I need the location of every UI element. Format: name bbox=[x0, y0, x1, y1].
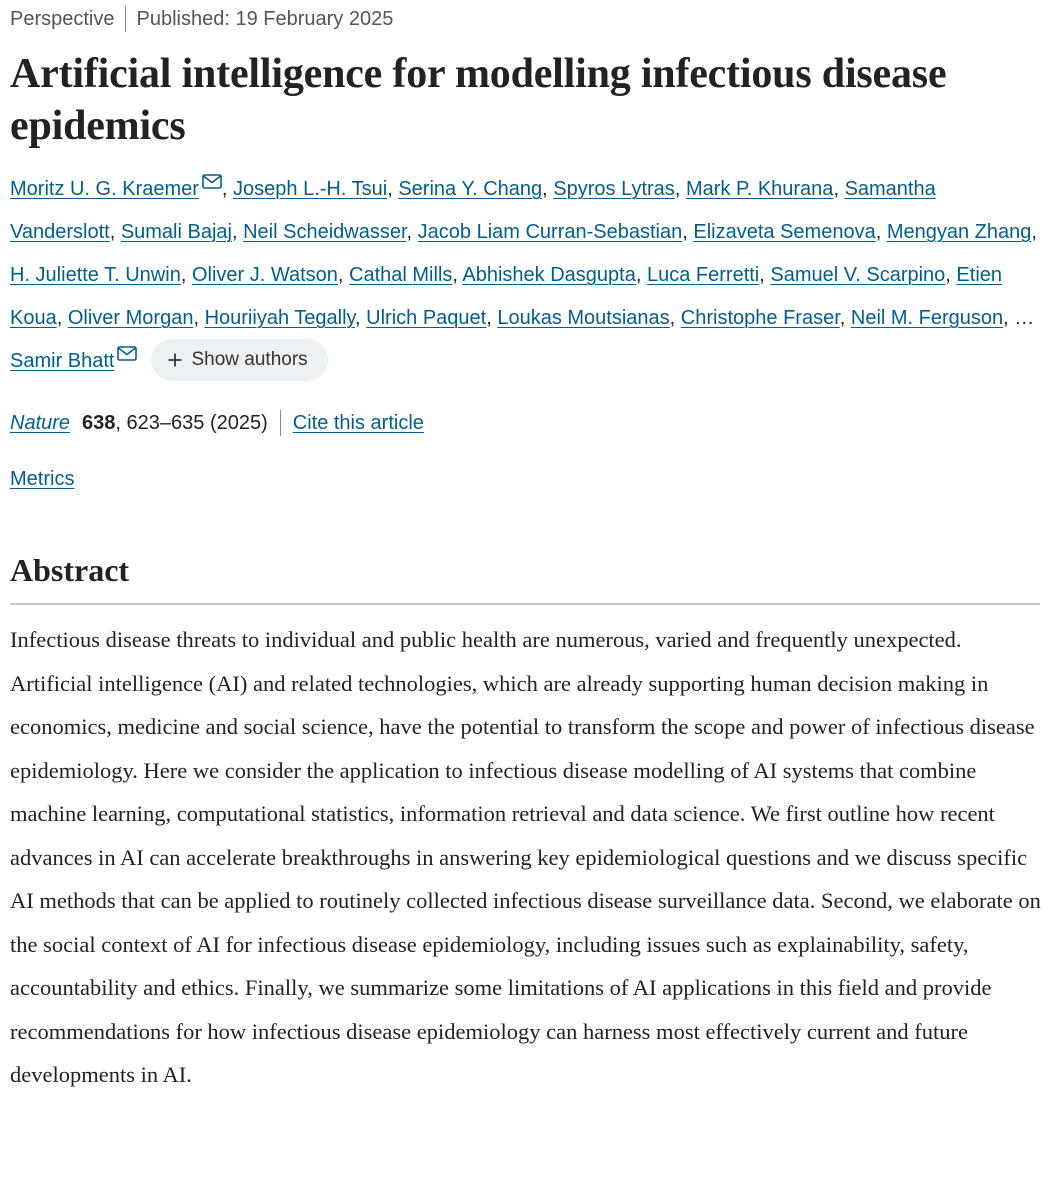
article-type: Perspective bbox=[10, 7, 115, 30]
metrics-link[interactable]: Metrics bbox=[10, 468, 75, 490]
author-link[interactable]: Elizaveta Semenova bbox=[693, 221, 876, 243]
author-link[interactable]: Spyros Lytras bbox=[553, 178, 675, 200]
author-link[interactable]: Abhishek Dasgupta bbox=[462, 264, 636, 286]
author-link[interactable]: Mengyan Zhang bbox=[886, 221, 1032, 243]
abstract-heading: Abstract bbox=[10, 552, 130, 588]
published-date: Published: 19 February 2025 bbox=[136, 7, 394, 30]
author-link[interactable]: Jacob Liam Curran-Sebastian bbox=[417, 221, 683, 243]
journal-volume: 638 bbox=[82, 411, 116, 434]
metrics-section bbox=[10, 468, 74, 491]
show-authors-button[interactable] bbox=[151, 339, 327, 381]
journal-link[interactable]: Nature bbox=[10, 411, 71, 434]
cite-article-link[interactable]: Cite this article bbox=[292, 411, 424, 434]
journal-pages-year: , 623–635 (2025) bbox=[115, 411, 268, 434]
author-link[interactable]: Serina Y. Chang bbox=[398, 178, 543, 200]
mail-icon[interactable] bbox=[202, 174, 222, 189]
plus-icon bbox=[167, 352, 183, 368]
author-link[interactable]: Loukas Moutsianas bbox=[497, 307, 670, 329]
author-link[interactable]: Neil M. Ferguson bbox=[850, 307, 1004, 329]
author-link[interactable]: Luca Ferretti bbox=[646, 264, 760, 286]
abstract-divider bbox=[10, 603, 1040, 605]
show-authors-label: Show authors bbox=[191, 348, 308, 370]
author-link[interactable]: Oliver J. Watson bbox=[191, 264, 338, 286]
article-meta bbox=[10, 6, 393, 32]
meta-divider bbox=[125, 6, 126, 32]
author-link[interactable]: Cathal Mills bbox=[349, 264, 453, 286]
author-link[interactable]: Christophe Fraser bbox=[680, 307, 840, 329]
authors-ellipsis: … bbox=[1014, 307, 1035, 329]
author-list: Moritz U. G. Kraemer , Joseph L.-H. Tsui, Serina Y. Chang, Spyros Lytras, Mark P. Khurana, Samantha Vanderslott, Sumali Bajaj, Neil Scheidwasser, Jacob Liam Curran-Sebastian, Elizaveta Semenova, Mengyan Zhang, H. Juliette T. Unwin, Oliver J. Watson, Cathal Mills, Abhishek Dasgupta, Luca Ferretti, Samuel V. Scarpino, Etien Koua, Oliver Morgan, Houriiyah Tegally, Ulrich Paquet, Loukas Moutsianas, Christophe Fraser, Neil M. Ferguson, … Samir Bhatt Show authors bbox=[10, 168, 1040, 383]
author-link[interactable]: Samantha Vanderslott bbox=[10, 178, 936, 243]
mail-icon[interactable] bbox=[117, 346, 137, 361]
author-link[interactable]: Samir Bhatt bbox=[10, 350, 115, 372]
author-link[interactable]: Ulrich Paquet bbox=[366, 307, 487, 329]
author-link[interactable]: H. Juliette T. Unwin bbox=[10, 264, 181, 286]
author-link[interactable]: Mark P. Khurana bbox=[685, 178, 834, 200]
citation-row bbox=[10, 410, 424, 436]
author-link[interactable]: Houriiyah Tegally bbox=[204, 307, 356, 329]
author-link[interactable]: Samuel V. Scarpino bbox=[770, 264, 946, 286]
citation-divider bbox=[280, 410, 281, 436]
abstract-text: Infectious disease threats to individual and public health are numerous, varied and frequently unexpected. Artificial intelligence (AI) and related technologies, which are already supporting human decision making in economics, medicine and social science, have the potential to transform the scope and power of infectious disease epidemiology. Here we consider the application to infectious disease modelling of AI systems that combine machine learning, computational statistics, information retrieval and data science. We first outline how recent advances in AI can accelerate breakthroughs in answering key epidemiological questions and we discuss specific AI methods that can be applied to routinely collected infectious disease surveillance data. Second, we elaborate on the social context of AI for infectious disease epidemiology, including issues such as explainability, safety, accountability and ethics. Finally, we summarize some limitations of AI applications in this field and provide recommendations for how infectious disease epidemiology can harness most effectively current and future developments in AI. bbox=[10, 627, 1041, 1087]
author-link[interactable]: Moritz U. G. Kraemer bbox=[10, 178, 199, 200]
author-link[interactable]: Etien Koua bbox=[10, 264, 1003, 329]
article-title: Artificial intelligence for modelling infectious disease epidemics bbox=[10, 51, 947, 149]
author-link[interactable]: Joseph L.-H. Tsui bbox=[233, 178, 388, 200]
author-link[interactable]: Neil Scheidwasser bbox=[243, 221, 407, 243]
author-link[interactable]: Sumali Bajaj bbox=[120, 221, 232, 243]
author-link[interactable]: Oliver Morgan bbox=[67, 307, 194, 329]
